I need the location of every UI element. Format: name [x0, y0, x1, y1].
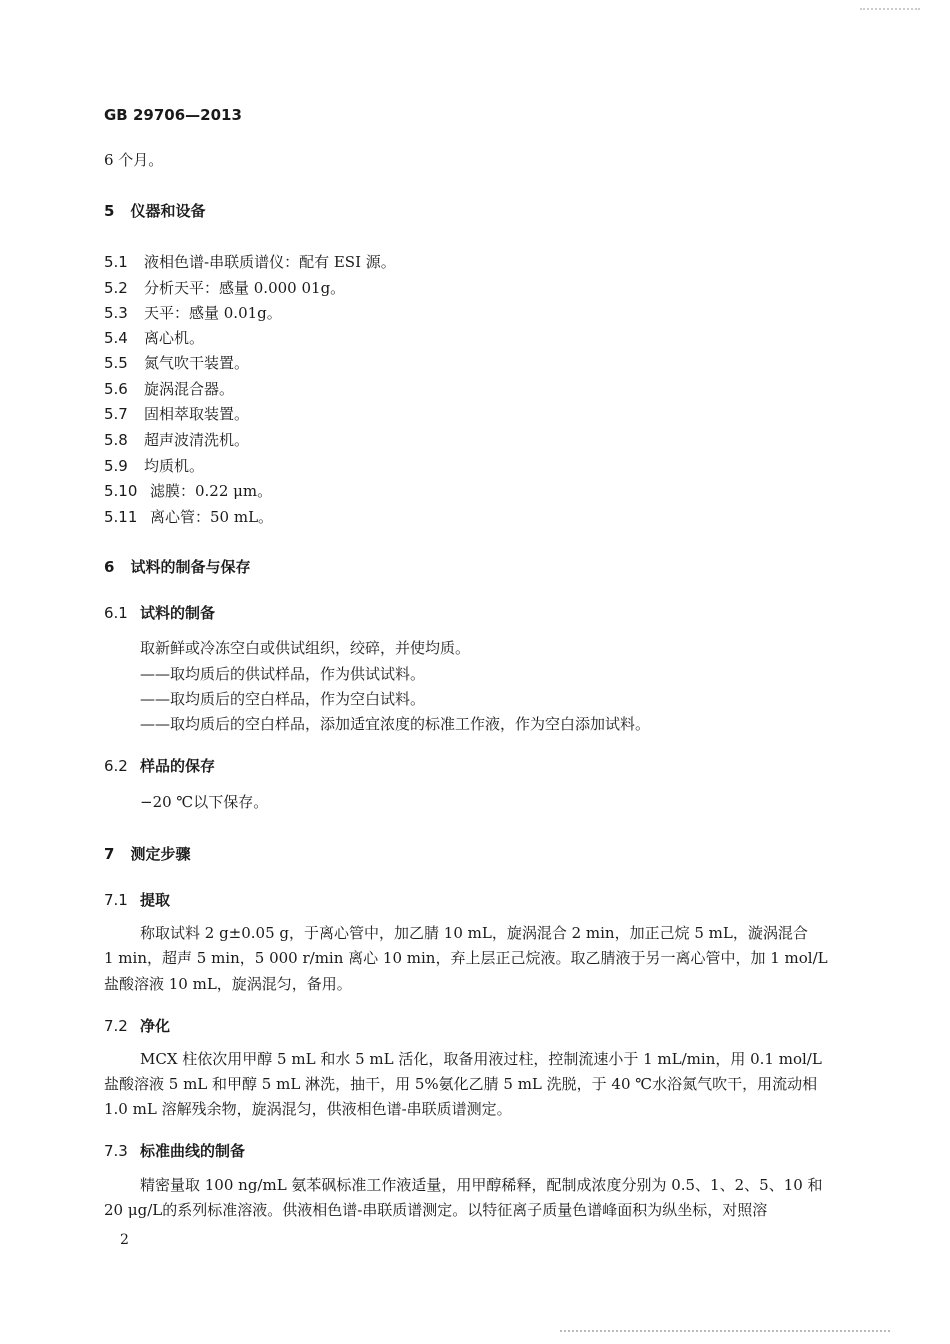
- scan-artifact: [860, 8, 920, 12]
- dash-item: ——取均质后的空白样品，作为空白试料。: [140, 690, 426, 708]
- list-item: 5.11 离心管：50 mL。: [104, 508, 274, 526]
- standard-number: GB 29706—2013: [104, 106, 242, 124]
- paragraph-line: 盐酸溶液 5 mL 和甲醇 5 mL 淋洗，抽干，用 5%氨化乙腈 5 mL 洗脱，于 40 ℃水浴氮气吹干，用流动相: [104, 1075, 818, 1093]
- page-number: 2: [120, 1232, 129, 1248]
- list-item: 5.10 滤膜：0.22 μm。: [104, 482, 273, 500]
- subsection-7-1-heading: 7.1 提取: [104, 891, 171, 909]
- storage-text: −20 ℃以下保存。: [140, 793, 269, 811]
- section-5-heading: [104, 204, 205, 219]
- section-number: 7: [104, 845, 115, 863]
- continuation-text: 6 个月。: [104, 151, 164, 169]
- paragraph-line: 20 μg/L的系列标准溶液。供液相色谱-串联质谱测定。以特征离子质量色谱峰面积为纵坐标，对照溶: [104, 1201, 768, 1219]
- list-item: 5.3 天平：感量 0.01g。: [104, 304, 282, 322]
- subsection-6-2-heading: 6.2 样品的保存: [104, 757, 216, 775]
- list-item: 5.8 超声波清洗机。: [104, 431, 250, 449]
- list-item: 5.9 均质机。: [104, 457, 205, 475]
- subsection-6-1-heading: 6.1 试料的制备: [104, 604, 216, 622]
- paragraph: 取新鲜或冷冻空白或供试组织，绞碎，并使均质。: [140, 639, 471, 657]
- list-item: 5.6 旋涡混合器。: [104, 380, 235, 398]
- section-6-heading: [104, 560, 250, 575]
- list-item: 5.2 分析天平：感量 0.000 01g。: [104, 279, 346, 297]
- paragraph-line: 称取试料 2 g±0.05 g，于离心管中，加乙腈 10 mL，旋涡混合 2 min，加正己烷 5 mL，漩涡混合: [140, 924, 808, 942]
- section-number: 5: [104, 202, 115, 220]
- section-title: 试料的制备与保存: [130, 558, 251, 576]
- subsection-7-2-heading: 7.2 净化: [104, 1017, 171, 1035]
- paragraph-line: 精密量取 100 ng/mL 氨苯砜标准工作液适量，用甲醇稀释，配制成浓度分别为 0.5、1、2、5、10 和: [140, 1176, 823, 1194]
- paragraph-line: 1.0 mL 溶解残余物，旋涡混匀，供液相色谱-串联质谱测定。: [104, 1100, 512, 1118]
- section-number: 6: [104, 558, 115, 576]
- list-item: 5.7 固相萃取装置。: [104, 405, 250, 423]
- section-7-heading: [104, 847, 190, 862]
- scan-artifact: [560, 1330, 890, 1336]
- paragraph-line: 盐酸溶液 10 mL，旋涡混匀，备用。: [104, 975, 352, 993]
- list-item: 5.5 氮气吹干装置。: [104, 354, 250, 372]
- section-title: 仪器和设备: [130, 202, 206, 220]
- dash-item: ——取均质后的空白样品，添加适宜浓度的标准工作液，作为空白添加试料。: [140, 715, 651, 733]
- paragraph-line: 1 min，超声 5 min，5 000 r/min 离心 10 min，弃上层正己烷液。取乙腈液于另一离心管中，加 1 mol/L: [104, 949, 828, 967]
- list-item: 5.4 离心机。: [104, 329, 205, 347]
- subsection-7-3-heading: 7.3 标准曲线的制备: [104, 1142, 246, 1160]
- paragraph-line: MCX 柱依次用甲醇 5 mL 和水 5 mL 活化，取备用液过柱，控制流速小于 1 mL/min，用 0.1 mol/L: [140, 1050, 822, 1068]
- list-item: 5.1 液相色谱-串联质谱仪：配有 ESI 源。: [104, 253, 396, 271]
- section-title: 测定步骤: [130, 845, 191, 863]
- dash-item: ——取均质后的供试样品，作为供试试料。: [140, 665, 426, 683]
